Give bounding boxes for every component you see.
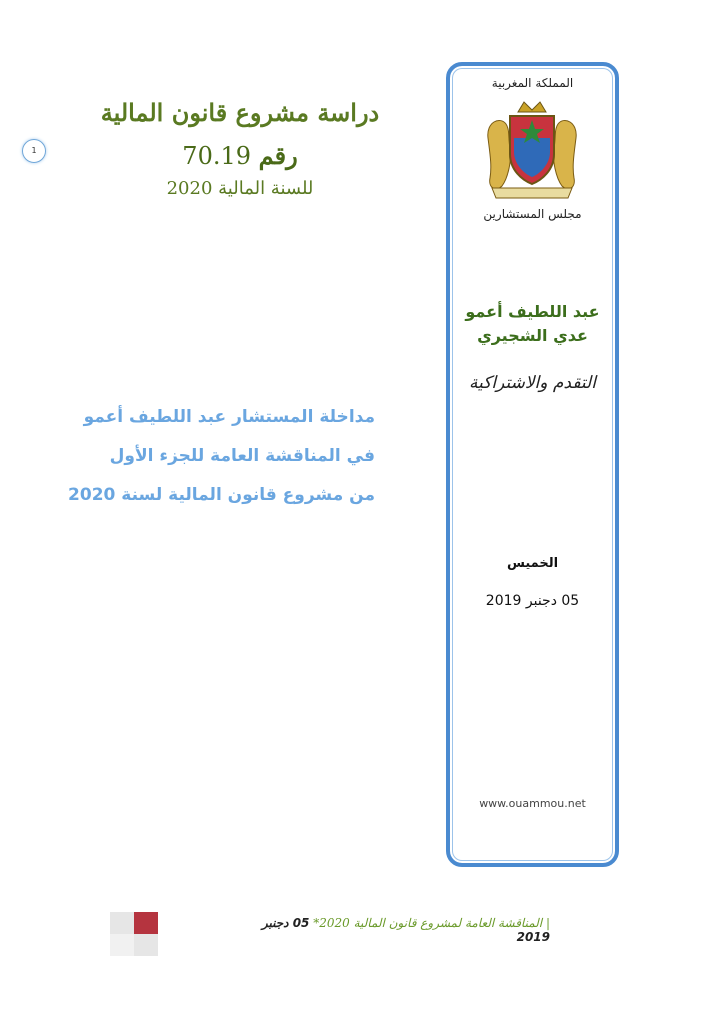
author-name-1: عبد اللطيف أعمو <box>465 302 600 321</box>
bill-number <box>100 141 380 170</box>
date-label: 05 دجنبر 2019 <box>485 593 580 609</box>
title-block <box>100 98 380 199</box>
day-label: الخميس <box>506 556 559 571</box>
footer-square-grey-2 <box>110 934 134 956</box>
footer-square-grey-3 <box>134 934 158 956</box>
bill-number-label: رقم <box>258 141 298 170</box>
speech-line-3: من مشروع قانون المالية لسنة 2020 <box>68 485 375 505</box>
footer-caption <box>250 916 550 944</box>
fiscal-year: للسنة المالية 2020 <box>166 178 314 199</box>
website-link[interactable]: www.ouammou.net <box>479 797 586 810</box>
page-number-badge: 1 <box>22 139 46 163</box>
speech-line-1: مداخلة المستشار عبد اللطيف أعمو <box>83 407 375 427</box>
footer-square-red <box>134 912 158 934</box>
author-name-2: عدي الشجيري <box>477 326 588 345</box>
party-name: التقدم والاشتراكية <box>469 373 596 393</box>
footer-title: | المناقشة العامة لمشروع قانون المالية 2020* <box>313 916 550 930</box>
bill-number-value: 70.19 <box>182 142 252 170</box>
document-title: دراسة مشروع قانون المالية <box>100 98 380 127</box>
authors <box>446 300 619 348</box>
council-label: مجلس المستشارين <box>483 207 582 221</box>
footer-square-grey-1 <box>110 912 134 934</box>
kingdom-label: المملكة المغربية <box>491 76 574 90</box>
footer-date: 05 دجنبر 2019 <box>261 916 550 944</box>
speech-description <box>60 398 375 515</box>
speech-line-2: في المناقشة العامة للجزء الأول <box>109 446 375 466</box>
coat-of-arms-icon <box>478 98 586 202</box>
